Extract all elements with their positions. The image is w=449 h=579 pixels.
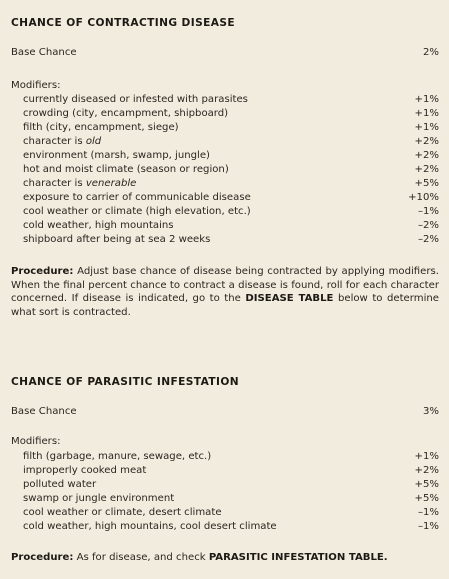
modifier-label: improperly cooked meat — [23, 465, 147, 476]
modifier-value: +1% — [414, 94, 439, 105]
modifier-value: –1% — [417, 521, 439, 532]
modifier-row — [11, 122, 439, 134]
modifier-label: exposure to carrier of communicable disease — [23, 192, 251, 203]
modifier-value: +1% — [414, 122, 439, 133]
disease-modifiers-label: Modifiers: — [11, 80, 61, 91]
modifier-label: swamp or jungle environment — [23, 493, 175, 504]
modifier-label: filth (garbage, manure, sewage, etc.) — [23, 451, 212, 462]
base-chance-value: 3% — [422, 406, 439, 417]
modifier-row — [11, 178, 439, 190]
modifier-value: –2% — [417, 234, 439, 245]
modifier-value: +2% — [414, 136, 439, 147]
disease-base-chance-row — [11, 47, 439, 59]
parasite-procedure-paragraph: Procedure: As for disease, and check PARASITIC INFESTATION TABLE. — [11, 552, 388, 563]
modifier-value: +2% — [414, 164, 439, 175]
modifier-label: character is venerable — [23, 178, 137, 189]
modifier-value: +2% — [414, 150, 439, 161]
modifier-row — [11, 108, 439, 120]
modifier-row — [11, 150, 439, 162]
modifier-label: cold weather, high mountains, cool desert climate — [23, 521, 277, 532]
modifier-row — [11, 451, 439, 463]
modifier-row — [11, 507, 439, 519]
modifier-row — [11, 164, 439, 176]
modifier-value: +1% — [414, 451, 439, 462]
modifier-row — [11, 479, 439, 491]
parasite-base-chance-row — [11, 406, 439, 418]
modifier-value: +2% — [414, 465, 439, 476]
disease-procedure-paragraph: Procedure: Adjust base chance of disease being contracted by applying modifiers. When the final percent chance to contract a disease is found, roll for each character concerned. If disease is indicated, go to the DISEASE TABLE below to determine what sort is contracted. — [11, 266, 439, 318]
disease-table-reference: DISEASE TABLE — [245, 293, 334, 305]
modifier-label: environment (marsh, swamp, jungle) — [23, 150, 210, 161]
base-chance-label: Base Chance — [11, 47, 77, 58]
disease-section-title: CHANCE OF CONTRACTING DISEASE — [11, 17, 236, 29]
parasite-section-title: CHANCE OF PARASITIC INFESTATION — [11, 376, 240, 388]
procedure-label: Procedure: — [11, 552, 74, 563]
modifier-value: +5% — [414, 493, 439, 504]
modifier-value: +10% — [408, 192, 439, 203]
modifier-label: filth (city, encampment, siege) — [23, 122, 179, 133]
modifier-row — [11, 220, 439, 232]
modifier-value: +5% — [414, 479, 439, 490]
modifier-row — [11, 234, 439, 246]
modifier-row — [11, 192, 439, 204]
modifier-label: currently diseased or infested with parasites — [23, 94, 248, 105]
modifier-label: cool weather or climate (high elevation, etc.) — [23, 206, 251, 217]
procedure-label: Procedure: — [11, 266, 74, 277]
modifier-label: cool weather or climate, desert climate — [23, 507, 222, 518]
parasite-modifiers-label: Modifiers: — [11, 436, 61, 447]
parasitic-table-reference: PARASITIC INFESTATION TABLE. — [208, 552, 388, 563]
modifier-value: +5% — [414, 178, 439, 189]
modifier-value: +1% — [414, 108, 439, 119]
modifier-value: –1% — [417, 206, 439, 217]
modifier-row — [11, 136, 439, 148]
modifier-row — [11, 521, 439, 533]
base-chance-label: Base Chance — [11, 406, 77, 417]
modifier-label: polluted water — [23, 479, 97, 490]
modifier-row — [11, 493, 439, 505]
modifier-label: crowding (city, encampment, shipboard) — [23, 108, 229, 119]
modifier-row — [11, 206, 439, 218]
modifier-label: hot and moist climate (season or region) — [23, 164, 229, 175]
base-chance-value: 2% — [422, 47, 439, 58]
modifier-label: shipboard after being at sea 2 weeks — [23, 234, 211, 245]
modifier-row — [11, 465, 439, 477]
modifier-value: –2% — [417, 220, 439, 231]
modifier-value: –1% — [417, 507, 439, 518]
modifier-label: character is old — [23, 136, 102, 147]
modifier-row — [11, 94, 439, 106]
modifier-label: cold weather, high mountains — [23, 220, 174, 231]
